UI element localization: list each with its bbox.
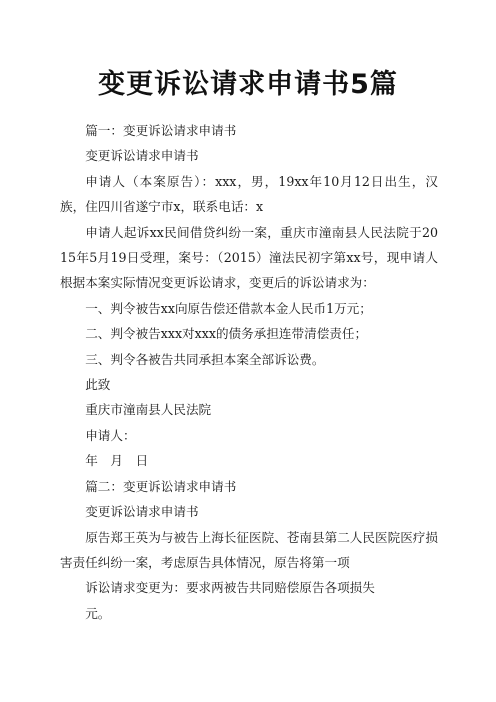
paragraph-signature-label: 申请人： xyxy=(85,427,136,443)
paragraph-tail: 元。 xyxy=(85,605,111,621)
paragraph-heading-2: 篇二：变更诉讼请求申请书 xyxy=(85,478,237,494)
paragraph-applicant-info: 申请人（本案原告）：xxx，男，19xx年10月12日出生，汉族，住四川省遂宁市x，联系电话：x xyxy=(60,173,438,215)
paragraph-request-1: 一、判令被告xx向原告偿还借款本金人民币1万元； xyxy=(85,300,372,316)
document-title: 变更诉讼请求申请书5篇 xyxy=(98,69,398,100)
paragraph-subtitle-1: 变更诉讼请求申请书 xyxy=(85,148,199,164)
document-body xyxy=(60,118,438,626)
paragraph-request-change: 诉讼请求变更为：要求两被告共同赔偿原告各项损失 xyxy=(85,580,375,596)
paragraph-court-name: 重庆市潼南县人民法院 xyxy=(85,402,212,418)
paragraph-salutation: 此致 xyxy=(85,377,111,393)
paragraph-case-description-2: 原告郑王英为与被告上海长征医院、苍南县第二人民医院医疗损害责任纠纷一案，考虑原告具体情况，原告将第一项 xyxy=(60,529,438,570)
paragraph-date-line: 年 月 日 xyxy=(85,453,149,469)
paragraph-request-3: 三、判令各被告共同承担本案全部诉讼费。 xyxy=(85,351,325,367)
paragraph-subtitle-2: 变更诉讼请求申请书 xyxy=(85,504,199,520)
paragraph-heading-1: 篇一：变更诉讼请求申请书 xyxy=(85,123,237,138)
paragraph-case-description: 申请人起诉xx民间借贷纠纷一案，重庆市潼南县人民法院于2015年5月19日受理，案号：（2015）潼法民初字第xx号，现申请人根据本案实际情况变更诉讼请求，变更后的诉讼请求为： xyxy=(60,224,438,291)
paragraph-request-2: 二、判令被告xxx对xxx的债务承担连带清偿责任； xyxy=(85,326,368,342)
